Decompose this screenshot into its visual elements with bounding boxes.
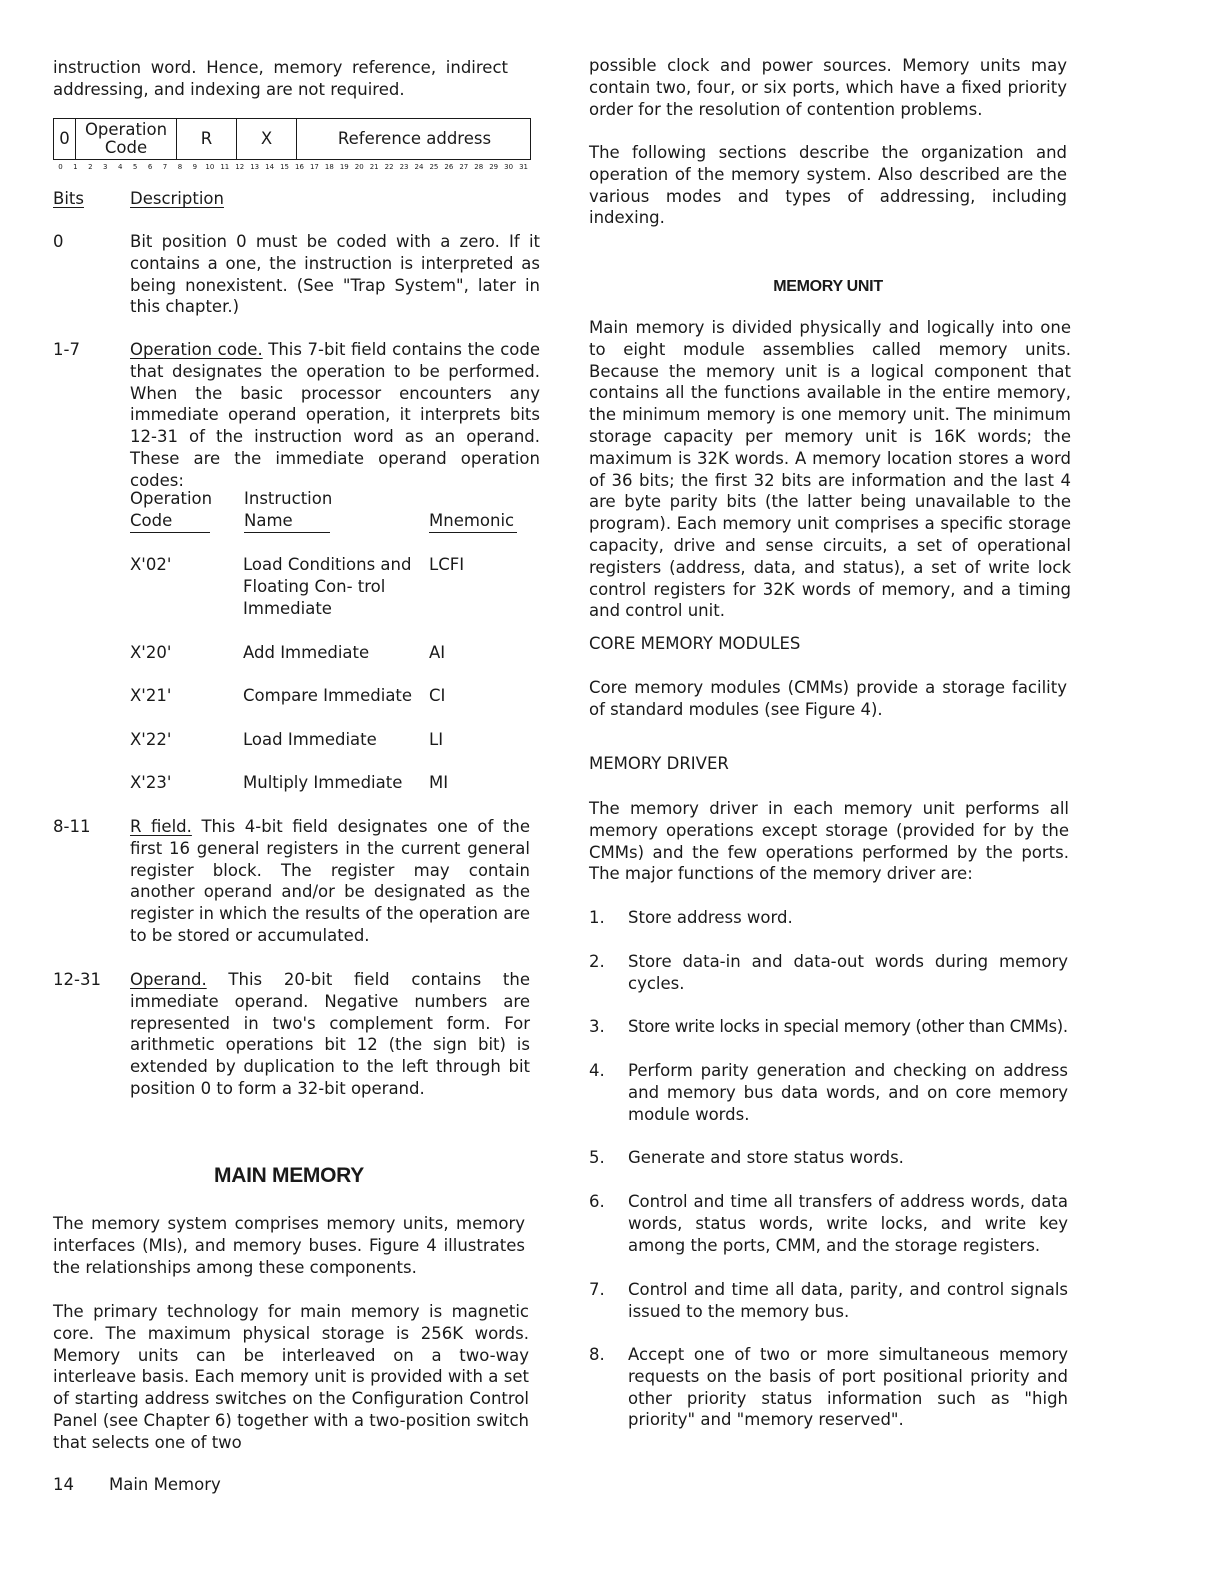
bit-number: 24 bbox=[414, 163, 424, 171]
bit-number: 3 bbox=[103, 163, 108, 171]
list-number: 8. bbox=[589, 1345, 605, 1364]
list-number: 2. bbox=[589, 952, 605, 971]
bit-label-0: 0 bbox=[53, 232, 64, 251]
bit-label-12-31: 12-31 bbox=[53, 970, 101, 989]
bit-number: 9 bbox=[192, 163, 198, 171]
bits1-7-title: Operation code. bbox=[130, 340, 263, 359]
list-text: Store write locks in special memory (other than CMMs). bbox=[628, 1017, 1068, 1036]
list-number: 7. bbox=[589, 1280, 605, 1299]
cmm-paragraph: Core memory modules (CMMs) provide a storage facility of standard modules (see Figure 4). bbox=[589, 678, 1067, 719]
col-header-code-line1: Operation bbox=[130, 489, 213, 508]
bit-number: 17 bbox=[309, 163, 319, 171]
bit-number: 0 bbox=[58, 163, 63, 171]
bit-number: 4 bbox=[117, 163, 123, 171]
bits-header: Bits bbox=[53, 189, 84, 208]
memory-driver-paragraph: The memory driver in each memory unit performs all memory operations except storage (provided for by the CMMs) and the few operations performed by the ports. The major functions of the memory driver are: bbox=[589, 799, 1069, 884]
bits12-31-text: This 20-bit field contains the immediate operand. Negative numbers are represented in two's complement form. For arithmetic operations bit 12 (the sign bit) is extended by duplication to the left through bit position 0 to form a 32-bit operand. bbox=[130, 970, 530, 1098]
bit-number: 12 bbox=[235, 163, 245, 171]
intro-paragraph: instruction word. Hence, memory reference, indirect addressing, and indexing are not required. bbox=[53, 58, 508, 99]
bits12-31-description bbox=[130, 969, 530, 1100]
instruction-name-cell: Compare Immediate bbox=[243, 686, 413, 705]
bit-number: 29 bbox=[489, 163, 499, 171]
opcode-cell: X'20' bbox=[130, 643, 172, 662]
format-field-r: R bbox=[177, 119, 237, 159]
instruction-format-diagram bbox=[53, 118, 531, 160]
bit0-description: Bit position 0 must be coded with a zero. If it contains a one, the instruction is interpreted as being nonexistent. (See "Trap System", later in this chapter.) bbox=[130, 232, 540, 317]
main-memory-heading: MAIN MEMORY bbox=[214, 1164, 364, 1187]
list-number: 4. bbox=[589, 1061, 605, 1080]
bits12-31-title: Operand. bbox=[130, 970, 207, 989]
list-text: Generate and store status words. bbox=[628, 1148, 904, 1167]
bit-number: 8 bbox=[177, 163, 183, 171]
opcode-cell: X'23' bbox=[130, 773, 172, 792]
list-text: Control and time all data, parity, and control signals issued to the memory bus. bbox=[628, 1280, 1068, 1321]
instruction-name-cell: Add Immediate bbox=[243, 643, 370, 662]
list-text: Perform parity generation and checking on address and memory bus data words, and on core memory module words. bbox=[628, 1061, 1068, 1124]
bit-number-scale bbox=[53, 162, 531, 174]
bit-number: 26 bbox=[444, 163, 454, 171]
bit-number: 16 bbox=[295, 163, 304, 171]
footer-title: Main Memory bbox=[109, 1475, 221, 1494]
cmm-heading: CORE MEMORY MODULES bbox=[589, 634, 801, 653]
bit-number: 27 bbox=[459, 163, 469, 171]
description-header: Description bbox=[130, 189, 224, 208]
bit-number: 14 bbox=[265, 163, 275, 171]
bit-number: 11 bbox=[220, 163, 230, 171]
bits8-11-title: R field. bbox=[130, 817, 192, 836]
bit-number: 2 bbox=[88, 163, 93, 171]
mnemonic-cell: AI bbox=[429, 643, 446, 662]
bits8-11-description bbox=[130, 816, 530, 947]
list-text: Store address word. bbox=[628, 908, 793, 927]
bit-number: 25 bbox=[429, 163, 439, 171]
bits1-7-description bbox=[130, 339, 540, 492]
mnemonic-cell: LI bbox=[429, 730, 444, 749]
col-header-code-line2: Code bbox=[130, 511, 173, 530]
opcode-cell: X'02' bbox=[130, 555, 172, 574]
bit-number: 19 bbox=[339, 163, 349, 171]
list-text: Store data-in and data-out words during memory cycles. bbox=[628, 952, 1068, 993]
bit-number: 7 bbox=[162, 163, 168, 171]
instruction-name-cell: Multiply Immediate bbox=[243, 773, 403, 792]
list-text: Control and time all transfers of address words, data words, status words, write locks, and write key among the ports, CMM, and the storage registers. bbox=[628, 1192, 1068, 1255]
col-header-name-line1: Instruction bbox=[244, 489, 333, 508]
list-text: Accept one of two or more simultaneous memory requests on the basis of port positional priority and other priority status information such as "high priority" and "memory reserved". bbox=[628, 1345, 1068, 1430]
main-memory-paragraph-2: The primary technology for main memory is magnetic core. The maximum physical storage is 256K words. Memory units can be interleaved on a two-way interleave basis. Each memory unit is provided with a set of starting address switches on the Configuration Control Panel (see Chapter 6) together with a two-position switch that selects one of two bbox=[53, 1302, 529, 1452]
format-field-x: X bbox=[237, 119, 297, 159]
memory-driver-heading: MEMORY DRIVER bbox=[589, 754, 729, 773]
bit-number: 1 bbox=[73, 163, 78, 171]
bit-number: 5 bbox=[132, 163, 138, 171]
format-field-opcode: Operation Code bbox=[76, 119, 177, 159]
bit-label-8-11: 8-11 bbox=[53, 817, 91, 836]
bit-number: 13 bbox=[250, 163, 260, 171]
col-header-mnemonic: Mnemonic bbox=[429, 511, 515, 530]
bits1-7-text: This 7-bit field contains the code that designates the operation to be performed. When the basic processor encounters any immediate operand operation, it interprets bits 12-31 of the instruction word as an operand. These are the immediate operand operation codes: bbox=[130, 340, 540, 490]
bit-number: 28 bbox=[474, 163, 484, 171]
bit-number: 6 bbox=[147, 163, 153, 171]
mnemonic-cell: CI bbox=[429, 686, 446, 705]
mnemonic-cell: MI bbox=[429, 773, 449, 792]
bit-number: 18 bbox=[324, 163, 334, 171]
instruction-name-cell: Load Immediate bbox=[243, 730, 377, 749]
mnemonic-cell: LCFI bbox=[429, 555, 465, 574]
instruction-name-cell: Load Conditions and Floating Con- trol Immediate bbox=[243, 555, 412, 618]
bit-number: 20 bbox=[354, 163, 364, 171]
bit-label-1-7: 1-7 bbox=[53, 340, 80, 359]
opcode-cell: X'21' bbox=[130, 686, 172, 705]
format-field-reference-address: Reference address bbox=[337, 129, 492, 148]
list-number: 5. bbox=[589, 1148, 605, 1167]
col-header-name-line2: Name bbox=[244, 511, 293, 530]
list-number: 6. bbox=[589, 1192, 605, 1211]
list-number: 3. bbox=[589, 1017, 605, 1036]
bit-number: 23 bbox=[399, 163, 409, 171]
bit-number: 10 bbox=[205, 163, 215, 171]
format-field-bit0: 0 bbox=[54, 119, 76, 159]
clock-power-paragraph: possible clock and power sources. Memory units may contain two, four, or six ports, which have a fixed priority order for the resolution of contention problems. bbox=[589, 56, 1067, 119]
bit-number: 30 bbox=[504, 163, 514, 171]
memory-unit-paragraph: Main memory is divided physically and logically into one to eight module assemblies called memory units. Because the memory unit is a logical component that contains all the functions available in the entire memory, the minimum memory is one memory unit. The minimum storage capacity per memory unit is 16K words; the maximum is 32K words. A memory location stores a word of 36 bits; the first 32 bits are information and the last 4 are byte parity bits (the latter being unavailable to the program). Each memory unit comprises a specific storage capacity, drive and sense circuits, a set of operational registers (address, data, and status), a set of write lock control registers for 32K words of memory, and a timing and control unit. bbox=[589, 318, 1071, 621]
opcode-cell: X'22' bbox=[130, 730, 172, 749]
list-number: 1. bbox=[589, 908, 605, 927]
sections-intro-paragraph: The following sections describe the organization and operation of the memory system. Also described are the various modes and types of addressing, including indexing. bbox=[589, 143, 1067, 228]
page-number: 14 bbox=[53, 1475, 74, 1494]
bit-number: 31 bbox=[519, 163, 528, 171]
memory-unit-heading: MEMORY UNIT bbox=[773, 278, 883, 295]
bit-number: 15 bbox=[280, 163, 289, 171]
main-memory-paragraph-1: The memory system comprises memory units, memory interfaces (MIs), and memory buses. Figure 4 illustrates the relationships among these components. bbox=[53, 1214, 525, 1277]
bits8-11-text: This 4-bit field designates one of the first 16 general registers in the current general register block. The register may contain another operand and/or be designated as the register in which the results of the operation are to be stored or accumulated. bbox=[130, 817, 530, 945]
bit-number: 22 bbox=[384, 163, 394, 171]
bit-number: 21 bbox=[369, 163, 379, 171]
